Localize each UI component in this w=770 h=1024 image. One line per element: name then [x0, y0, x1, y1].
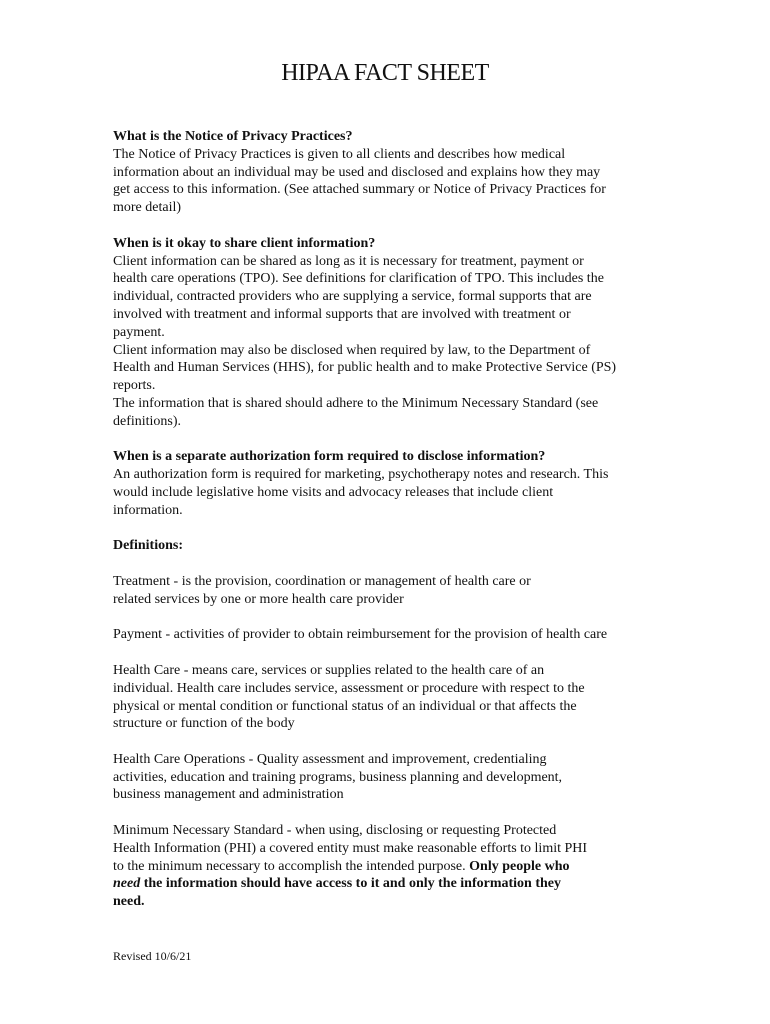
text-line: more detail) — [113, 200, 182, 216]
definition-health-care-operations — [113, 751, 673, 804]
text-line: Client information may also be disclosed when required by law, to the Department of — [113, 342, 591, 358]
text-line: would include legislative home visits and advocacy releases that include client — [113, 484, 554, 500]
emphasis-text: the information should have access to it and only the information they — [140, 876, 562, 892]
text-line: The Notice of Privacy Practices is given to all clients and describes how medical — [113, 146, 566, 162]
text-line: Health Information (PHI) a covered entity must make reasonable efforts to limit PHI — [113, 840, 588, 856]
text-line: physical or mental condition or functional status of an individual or that affects the — [113, 698, 577, 714]
page-title: HIPAA FACT SHEET — [281, 60, 489, 86]
section-question: What is the Notice of Privacy Practices? — [113, 129, 353, 144]
text-line: structure or function of the body — [113, 716, 295, 732]
text-line: Payment - activities of provider to obtain reimbursement for the provision of health care — [113, 627, 608, 643]
text-line: information about an individual may be used and disclosed and explains how they may — [113, 164, 601, 180]
text-line: payment. — [113, 324, 165, 340]
definition-payment — [113, 626, 673, 644]
text-line: Client information can be shared as long as it is necessary for treatment, payment or — [113, 253, 584, 269]
section-authorization-form — [113, 448, 673, 519]
text-segment: to the minimum necessary to accomplish the intended purpose. — [113, 858, 470, 874]
text-line: business management and administration — [113, 787, 344, 803]
text-line: reports. — [113, 378, 156, 394]
definition-minimum-necessary — [113, 822, 673, 911]
definitions-heading: Definitions: — [113, 538, 183, 554]
text-line: information. — [113, 502, 183, 518]
text-line: definitions). — [113, 413, 182, 429]
text-line: The information that is shared should adhere to the Minimum Necessary Standard (see — [113, 395, 599, 411]
text-line — [113, 858, 673, 876]
text-line: Minimum Necessary Standard - when using, disclosing or requesting Protected — [113, 823, 557, 839]
text-line: individual, contracted providers who are supplying a service, formal supports that are — [113, 289, 592, 305]
text-line: activities, education and training programs, business planning and development, — [113, 769, 563, 785]
text-line: Health Care Operations - Quality assessment and improvement, credentialing — [113, 751, 547, 767]
emphasis-text: need — [113, 876, 141, 892]
text-line: get access to this information. (See attached summary or Notice of Privacy Practices for — [113, 182, 606, 198]
text-line — [113, 875, 673, 893]
text-line: An authorization form is required for marketing, psychotherapy notes and research. This — [113, 467, 609, 483]
definition-treatment — [113, 573, 673, 609]
emphasis-text: Only people who — [469, 858, 570, 874]
definition-health-care — [113, 662, 673, 733]
text-line: related services by one or more health care provider — [113, 591, 404, 607]
document-body — [113, 128, 673, 911]
text-line: individual. Health care includes service, assessment or procedure with respect to the — [113, 680, 585, 696]
text-line: Health Care - means care, services or supplies related to the health care of an — [113, 662, 545, 678]
text-line: Treatment - is the provision, coordination or management of health care or — [113, 573, 531, 589]
text-line: Health and Human Services (HHS), for public health and to make Protective Service (PS) — [113, 360, 617, 376]
text-line: health care operations (TPO). See definitions for clarification of TPO. This includes the — [113, 271, 604, 287]
section-question: When is a separate authorization form required to disclose information? — [113, 449, 546, 465]
section-notice-of-privacy — [113, 128, 673, 217]
section-question: When is it okay to share client information? — [113, 235, 376, 251]
text-line: involved with treatment and informal supports that are involved with treatment or — [113, 306, 571, 322]
section-share-client-info — [113, 235, 673, 431]
revision-footer: Revised 10/6/21 — [113, 949, 192, 963]
text-line: need. — [113, 894, 145, 910]
